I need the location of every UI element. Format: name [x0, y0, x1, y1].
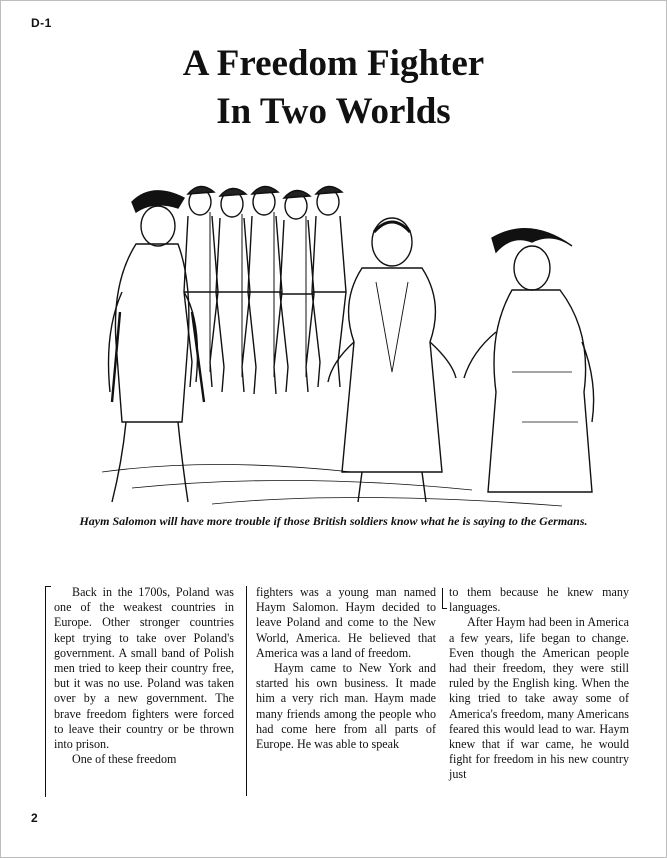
soldier-figure: [280, 190, 314, 392]
column-bracket-right: [442, 588, 447, 609]
body-column-2: [256, 585, 436, 752]
haym-salomon-figure: [328, 218, 456, 502]
illustration-caption: Haym Salomon will have more trouble if those British soldiers know what he is saying to the Germans.: [79, 514, 588, 528]
body-paragraph: Haym came to New York and started his own business. It made him a very rich man. Haym made many friends among the people who had come here from all parts of Europe. He was able to speak: [256, 661, 436, 752]
body-paragraph: One of these freedom: [72, 752, 177, 767]
page-title: [0, 40, 667, 136]
page-number: 2: [31, 811, 38, 825]
soldier-figure: [184, 186, 218, 387]
soldier-figure: [216, 188, 250, 392]
page-id-label: D-1: [31, 16, 52, 30]
title-line-1: A Freedom Fighter: [182, 43, 485, 84]
colonial-soldiers-illustration-icon: [92, 172, 614, 510]
column-bracket-left: [45, 586, 51, 797]
title-line-2: In Two Worlds: [216, 91, 451, 132]
officer-figure-right: [464, 229, 594, 492]
body-column-3: [449, 585, 629, 783]
body-paragraph: to them because he knew many languages.: [449, 585, 629, 615]
body-paragraph: fighters was a young man named Haym Salomon. Haym decided to leave Poland and come to the New World, America. He believed that America was a land of freedom.: [256, 585, 436, 660]
body-column-1: [54, 585, 234, 767]
soldier-figure: [248, 186, 282, 394]
body-paragraph: Back in the 1700s, Poland was one of the weakest countries in Europe. Other stronger countries kept trying to take over Poland's government. A small band of Polish men tried to keep their country free, but it was no use. Poland was taken over by a new government. The brave freedom fighters were forced to leave their country or be thrown into prison.: [54, 585, 234, 752]
column-divider: [246, 586, 247, 796]
body-paragraph: After Haym had been in America a few years, life began to change. Even though the American people had their freedom, they were still ruled by the English king. When the king tried to take away some of America's freedom, many Americans feared this would lead to war. Haym knew that if war came, he would fight for freedom in his new country just: [449, 615, 629, 782]
